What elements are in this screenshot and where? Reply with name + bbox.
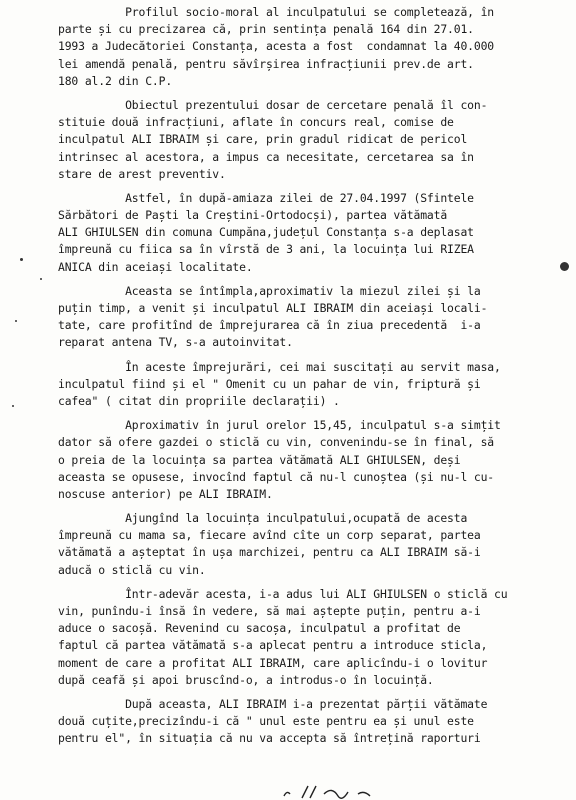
text-line: aducă o sticlă cu vin.	[58, 562, 206, 577]
text-line: faptul că partea vătămată s-a aplecat pentru a introduce sticla,	[58, 638, 488, 653]
text-line: parte și cu precizarea că, prin sentința penală 164 din 27.01.	[58, 22, 474, 37]
text-line: ALI GHIULSEN din comuna Cumpăna,județul Constanța s-a deplasat	[58, 225, 474, 240]
text-line: inculpatul ALI IBRAIM și care, prin gradul ridicat de pericol	[58, 132, 468, 147]
paragraph	[58, 283, 570, 352]
text-line: două cuțite,precizîndu-i că " unul este pentru ea și unul este	[58, 714, 474, 729]
text-line: Obiectul prezentului dosar de cercetare penală îl con-	[58, 97, 488, 112]
text-line: aduce o sacoșă. Revenind cu sacoșa, inculpatul a profitat de	[58, 621, 461, 636]
paragraph	[58, 586, 570, 689]
text-line: după ceafă și apoi bruscînd-o, a introdus-o în locuință.	[58, 672, 434, 687]
text-line: 180 al.2 din C.P.	[58, 73, 173, 88]
text-line: Ajungînd la locuința inculpatului,ocupată de acesta	[58, 511, 468, 526]
document-body	[58, 4, 570, 748]
scan-speck	[560, 262, 569, 271]
text-line: cafea" ( citat din propriile declarații) .	[58, 393, 340, 408]
text-line: intrinsec al acestora, a impus ca necesitate, cercetarea sa în	[58, 149, 474, 164]
handwritten-signature-mark	[280, 782, 390, 800]
text-line: aceasta se opusese, invocînd faptul că nu-l cunoștea (și nu-l cu-	[58, 469, 495, 484]
paragraph	[58, 359, 570, 411]
text-line: stare de arest preventiv.	[58, 166, 226, 181]
paragraph	[58, 696, 570, 748]
text-line: Aproximativ în jurul orelor 15,45, inculpatul s-a simțit	[58, 418, 501, 433]
text-line: tate, care profitînd de împrejurarea că în ziua precedentă i-a	[58, 318, 481, 333]
paragraph	[58, 510, 570, 579]
scan-speck	[40, 278, 42, 280]
text-line: După aceasta, ALI IBRAIM i-a prezentat părții vătămate	[58, 696, 488, 711]
text-line: Aceasta se întîmpla,aproximativ la miezul zilei și la	[58, 283, 481, 298]
paragraph	[58, 4, 570, 90]
text-line: inculpatul fiind și el " Omenit cu un pahar de vin, friptură și	[58, 376, 481, 391]
text-line: moment de care a profitat ALI IBRAIM, care aplicîndu-i o lovitur	[58, 655, 488, 670]
scan-speck	[15, 320, 17, 322]
text-line: noscuse anterior) pe ALI IBRAIM.	[58, 486, 273, 501]
text-line: Astfel, în după-amiaza zilei de 27.04.1997 (Sfintele	[58, 190, 474, 205]
scan-speck	[20, 258, 23, 261]
text-line: reparat antena TV, s-a autoinvitat.	[58, 335, 293, 350]
paragraph	[58, 417, 570, 503]
text-line: vin, punîndu-i însă în vedere, să mai aștepte puțin, pentru a-i	[58, 604, 481, 618]
text-line: puțin timp, a venit și inculpatul ALI IBRAIM din aceiași locali-	[58, 301, 488, 315]
text-line: lei amendă penală, pentru săvîrșirea infracțiunii prev.de art.	[58, 56, 474, 71]
text-line: împreună cu fiica sa în vîrstă de 3 ani, la locuința lui RIZEA	[58, 242, 474, 257]
paragraph	[58, 97, 570, 183]
text-line: stituie două infracțiuni, aflate în concurs real, comise de	[58, 115, 454, 130]
text-line: o preia de la locuința sa partea vătămată ALI GHIULSEN, deși	[58, 452, 461, 467]
text-line: 1993 a Judecătoriei Constanța, acesta a fost condamnat la 40.000	[58, 39, 495, 54]
text-line: împreună cu mama sa, fiecare avînd cîte un corp separat, partea	[58, 528, 481, 543]
text-line: Profilul socio-moral al inculpatului se completează, în	[58, 5, 495, 19]
text-line: pentru el", în situația că nu va accepta să întrețină raporturi	[58, 731, 481, 746]
text-line: ANICA din aceiași localitate.	[58, 259, 253, 274]
scan-speck	[12, 405, 14, 407]
text-line: vătămată a așteptat în ușa marchizei, pentru ca ALI IBRAIM să-i	[58, 545, 481, 560]
paragraph	[58, 190, 570, 276]
text-line: dator să ofere gazdei o sticlă cu vin, convenindu-se în final, să	[58, 435, 495, 450]
text-line: În aceste împrejurări, cei mai suscitați au servit masa,	[58, 359, 501, 374]
text-line: Într-adevăr acesta, i-a adus lui ALI GHIULSEN o sticlă cu	[58, 586, 508, 601]
text-line: Sărbători de Paști la Creștini-Ortodocși), partea vătămată	[58, 208, 448, 223]
